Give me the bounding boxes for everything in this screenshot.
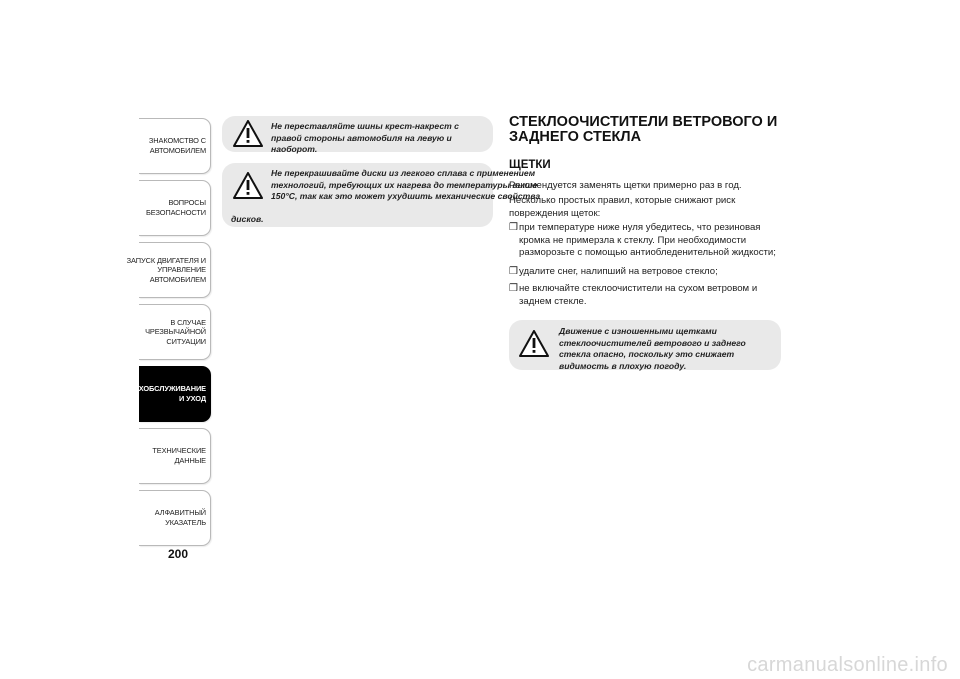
tab-label: УКАЗАТЕЛЬ [165,518,206,527]
page-number: 200 [168,547,189,561]
warning-box-tires [222,116,493,155]
list-item-text: не включайте стеклоочистители на сухом ветровом и заднем стекле. [519,283,758,307]
checkbox-bullet-icon: ❒ [509,266,518,277]
list-item-text: при температуре ниже нуля убедитесь, что резиновая кромка не примерзла к стеклу. При необходимости разморозьте с помощью антиобледенительной жидкости; [519,222,776,259]
warning-text [271,168,541,203]
checkbox-bullet-icon: ❒ [509,222,518,233]
tab-safety[interactable] [139,180,211,236]
warning-triangle-icon [233,120,263,147]
tab-label: В СЛУЧАЕ [170,317,206,327]
tab-label: УПРАВЛЕНИЕ [157,265,206,275]
section-heading: СТЕКЛООЧИСТИТЕЛИ ВЕТРОВОГО И ЗАДНЕГО СТЕКЛА [509,114,778,145]
tab-label: ДАННЫЕ [174,456,206,465]
tab-introduction[interactable] [139,118,211,174]
warning-triangle-icon [233,172,263,199]
tab-label: ТЕХОБСЛУЖИВАНИЕ [129,384,206,394]
warning-box-wipers [509,320,781,370]
tab-label: ЗНАКОМСТВО С [148,136,206,146]
warning-triangle-icon [519,330,549,357]
warning-text-line: Не перекрашивайте диски из легкого сплава с применением [271,168,536,178]
paragraph: Несколько простых правил, которые снижают риск повреждения щеток: [509,195,736,219]
warning-text-line: 150°C, так как это может ухудшить механические свойства [271,191,541,202]
tab-technical-data[interactable] [139,428,211,484]
tab-label: ВОПРОСЫ [168,198,206,208]
warning-text: Движение с изношенными щетками стеклоочистителей ветрового и заднего стекла опасно, поскольку это снижает видимость в плохую погоду. [559,326,746,371]
list-item [509,222,784,260]
tab-label: И УХОД [178,394,206,403]
tab-label: СИТУАЦИИ [166,336,206,346]
watermark: carmanualsonline.info [747,654,948,676]
tab-index[interactable] [139,490,211,546]
warning-text-line: дисков. [231,214,264,224]
tab-label: АВТОМОБИЛЕМ [149,274,206,284]
tab-label: ЗАПУСК ДВИГАТЕЛЯ И [126,255,206,265]
warning-text-line: технологий, требующих их нагрева до температуры выше [271,179,538,190]
tab-label: АВТОМОБИЛЕМ [149,146,206,155]
tab-starting-driving[interactable] [126,242,211,298]
list-item-text: удалите снег, налипший на ветровое стекло; [519,266,718,277]
tab-emergency[interactable] [139,304,211,360]
tab-label: ТЕХНИЧЕСКИЕ [152,446,206,456]
tab-label: АЛФАВИТНЫЙ [154,508,206,518]
list-item [509,283,784,308]
tab-maintenance-active[interactable] [129,366,211,422]
checkbox-bullet-icon: ❒ [509,283,518,294]
paragraph: Рекомендуется заменять щетки примерно раз в год. [509,180,742,191]
tab-label: БЕЗОПАСНОСТИ [146,208,206,217]
tab-label: ЧРЕЗВЫЧАЙНОЙ [145,327,206,337]
warning-text: Не переставляйте шины крест-накрест с правой стороны автомобиля на левую и наоборот. [271,121,459,155]
list-item [509,266,784,279]
subsection-heading: ЩЕТКИ [509,159,551,171]
